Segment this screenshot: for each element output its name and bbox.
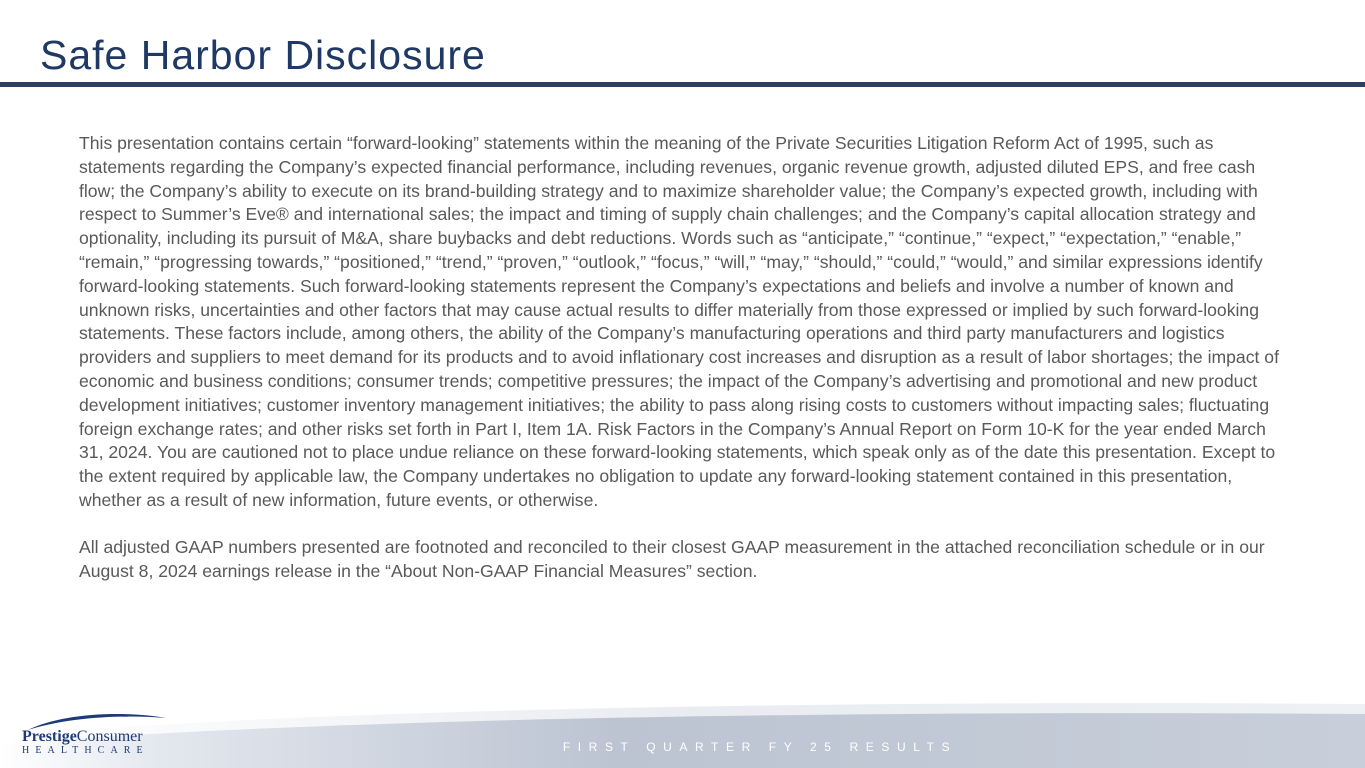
logo-subline: HEALTHCARE (22, 745, 149, 756)
footer-swoosh-band (0, 698, 1365, 768)
footer-label: FIRST QUARTER FY 25 RESULTS (562, 740, 958, 754)
forward-looking-paragraph: This presentation contains certain “forward-looking” statements within the meaning of the Private Securities Litigation Reform Act of 1995, such as statements regarding the Company’s expected financial performance, including revenues, organic revenue growth, adjusted diluted EPS, and free cash flow; the Company’s ability to execute on its brand-building strategy and to maximize shareholder value; the Company’s expected growth, including with respect to Summer’s Eve® and international sales; the impact and timing of supply chain challenges; and the Company’s capital allocation strategy and optionality, including its pursuit of M&A, share buybacks and debt reductions. Words such as “anticipate,” “continue,” “expect,” “expectation,” “enable,” “remain,” “progressing towards,” “positioned,” “trend,” “proven,” “outlook,” “focus,” “will,” “may,” “should,” “could,” “would,” and similar expressions identify forward-looking statements. Such forward-looking statements represent the Company’s expectations and beliefs and involve a number of known and unknown risks, uncertainties and other factors that may cause actual results to differ materially from those expressed or implied by such forward-looking statements. These factors include, among others, the ability of the Company’s manufacturing operations and third party manufacturers and logistics providers and suppliers to meet demand for its products and to avoid inflationary cost increases and disruption as a result of labor shortages; the impact of economic and business conditions; consumer trends; competitive pressures; the impact of the Company’s advertising and promotional and new product development initiatives; customer inventory management initiatives; the ability to pass along rising costs to customers without impacting sales; fluctuating foreign exchange rates; and other risks set forth in Part I, Item 1A. Risk Factors in the Company’s Annual Report on Form 10-K for the year ended March 31, 2024. You are cautioned not to place undue reliance on these forward-looking statements, which speak only as of the date this presentation. Except to the extent required by applicable law, the Company undertakes no obligation to update any forward-looking statement contained in this presentation, whether as a result of new information, future events, or otherwise. (79, 133, 1279, 510)
slide-title: Safe Harbor Disclosure (40, 32, 486, 78)
non-gaap-paragraph: All adjusted GAAP numbers presented are footnoted and reconciled to their closest GAAP measurement in the attached reconciliation schedule or in our August 8, 2024 earnings release in the “About Non-GAAP Financial Measures” section. (79, 536, 1265, 581)
logo-word-prestige: Prestige (22, 728, 77, 745)
logo-wordmark (22, 728, 143, 746)
disclosure-body (79, 132, 1291, 583)
company-logo (20, 712, 170, 762)
logo-word-consumer: Consumer (76, 728, 143, 745)
title-divider (0, 82, 1365, 87)
